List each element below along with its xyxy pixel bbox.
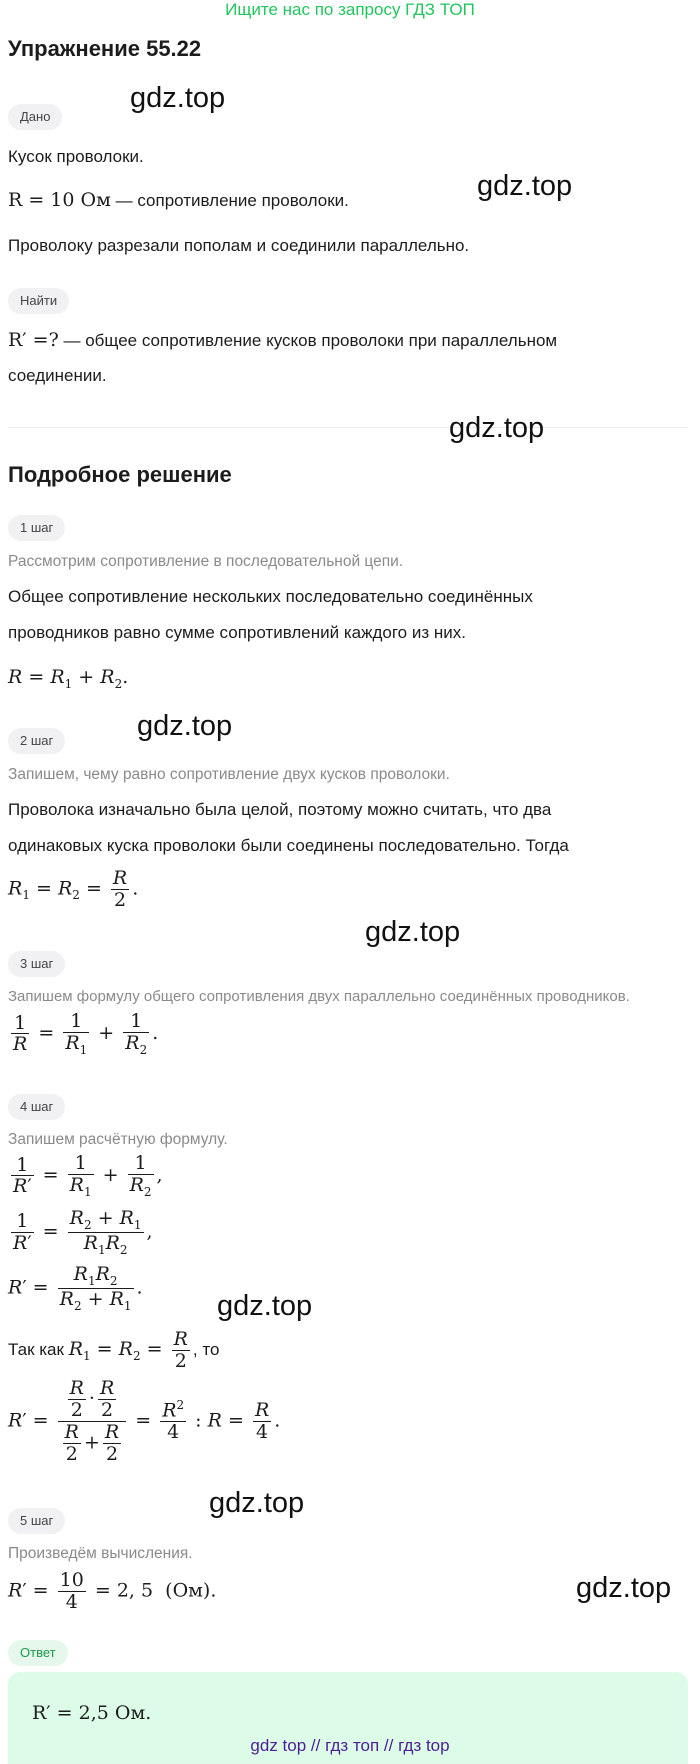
watermark: gdz.top [217, 1290, 313, 1322]
watermark: gdz.top [130, 82, 226, 114]
find-line-1 [8, 328, 557, 353]
step-2-hint: Запишем, чему равно сопротивление двух кусков проволоки. [8, 766, 450, 783]
step-3-formula: $\frac{1}{R}$ = $\frac{1}{R_1}$ + $\frac{1}{R_2}$ . [13, 1010, 159, 1057]
watermark: gdz.top [449, 412, 545, 444]
step-3-hint: Запишем формулу общего сопротивления двух параллельно соединённых проводников. [8, 988, 630, 1005]
step-2-badge: 2 шаг [8, 728, 65, 754]
given-line-2 [8, 188, 349, 213]
step-2-text-1: Проволока изначально была целой, поэтому можно считать, что два [8, 800, 552, 819]
step-4-badge: 4 шаг [8, 1094, 65, 1120]
step-5-badge: 5 шаг [8, 1508, 65, 1534]
step-4-since-math: $R_1 = R_2$ = $\frac{R}{2}$ [68, 1327, 188, 1372]
step-2-text-2: одинаковых куска проволоки были соединены последовательно. Тогда [8, 836, 569, 855]
step-5-hint: Произведём вычисления. [8, 1545, 193, 1562]
step-1-hint: Рассмотрим сопротивление в последовательной цепи. [8, 553, 404, 570]
watermark: gdz.top [576, 1572, 672, 1604]
given-line-3: Проволоку разрезали пополам и соединили параллельно. [8, 236, 470, 255]
page-title: Упражнение 55.22 [8, 36, 202, 61]
section-divider [8, 427, 688, 428]
given-badge: Дано [8, 104, 62, 130]
step-1-formula: $R = R_1 + R_2$. [8, 666, 129, 691]
step-4-formula-2: $\frac{1}{R'}$ = $\frac{R_2 + R_1}{R_1R_2}$ , [13, 1207, 153, 1257]
step-1-badge: 1 шаг [8, 515, 65, 541]
step-4-formula-3: R′ = $\frac{R_1R_2}{R_2 + R_1}$ . [8, 1263, 143, 1313]
given-resistance-math: R = 10 Ом [8, 189, 111, 211]
watermark: gdz.top [365, 916, 461, 948]
step-3-badge: 3 шаг [8, 951, 65, 977]
find-math: R′ =? [8, 329, 59, 351]
watermark: gdz.top [477, 170, 573, 202]
step-1-text-2: проводников равно сумме сопротивлений каждого из них. [8, 623, 466, 642]
find-text-1: — общее сопротивление кусков проволоки при параллельном [63, 331, 558, 350]
footer-links[interactable]: gdz top // гдз топ // гдз top [250, 1736, 450, 1755]
step-4-hint: Запишем расчётную формулу. [8, 1131, 228, 1148]
search-banner: Ищите нас по запросу ГДЗ ТОП [225, 0, 475, 19]
step-4-formula-1: $\frac{1}{R'}$ = $\frac{1}{R_1}$ + $\frac{1}{R_2}$ , [13, 1152, 163, 1199]
given-resistance-text: — сопротивление проволоки. [115, 191, 349, 210]
step-4-since-text: Так как [8, 1340, 64, 1359]
step-4-formula-4: R′ = $\frac{R}{2}$ · $\frac{R}{2}$ $\frac{R}{2}$ + $\frac{R}{2}$ = $\frac{R^2}{4}$ : R = $\frac{R}{4}$ . [8, 1377, 281, 1465]
answer-badge: Ответ [8, 1640, 68, 1666]
step-1-text-1: Общее сопротивление нескольких последовательно соединённых [8, 587, 533, 606]
watermark: gdz.top [137, 710, 233, 742]
step-4-since-line [8, 1320, 219, 1385]
watermark: gdz.top [209, 1487, 305, 1519]
step-2-formula: $R_1 = R_2$ = $\frac{R}{2}$ . [8, 867, 139, 911]
find-badge: Найти [8, 288, 69, 314]
find-line-2: соединении. [8, 366, 107, 385]
step-5-formula: R′ = $\frac{10}{4}$ = 2, 5 (Ом). [8, 1569, 217, 1613]
step-4-then-text: , то [192, 1340, 220, 1359]
answer-value: R′ = 2,5 Ом. [32, 1702, 152, 1724]
solution-title: Подробное решение [8, 462, 232, 487]
given-line-1: Кусок проволоки. [8, 147, 144, 166]
